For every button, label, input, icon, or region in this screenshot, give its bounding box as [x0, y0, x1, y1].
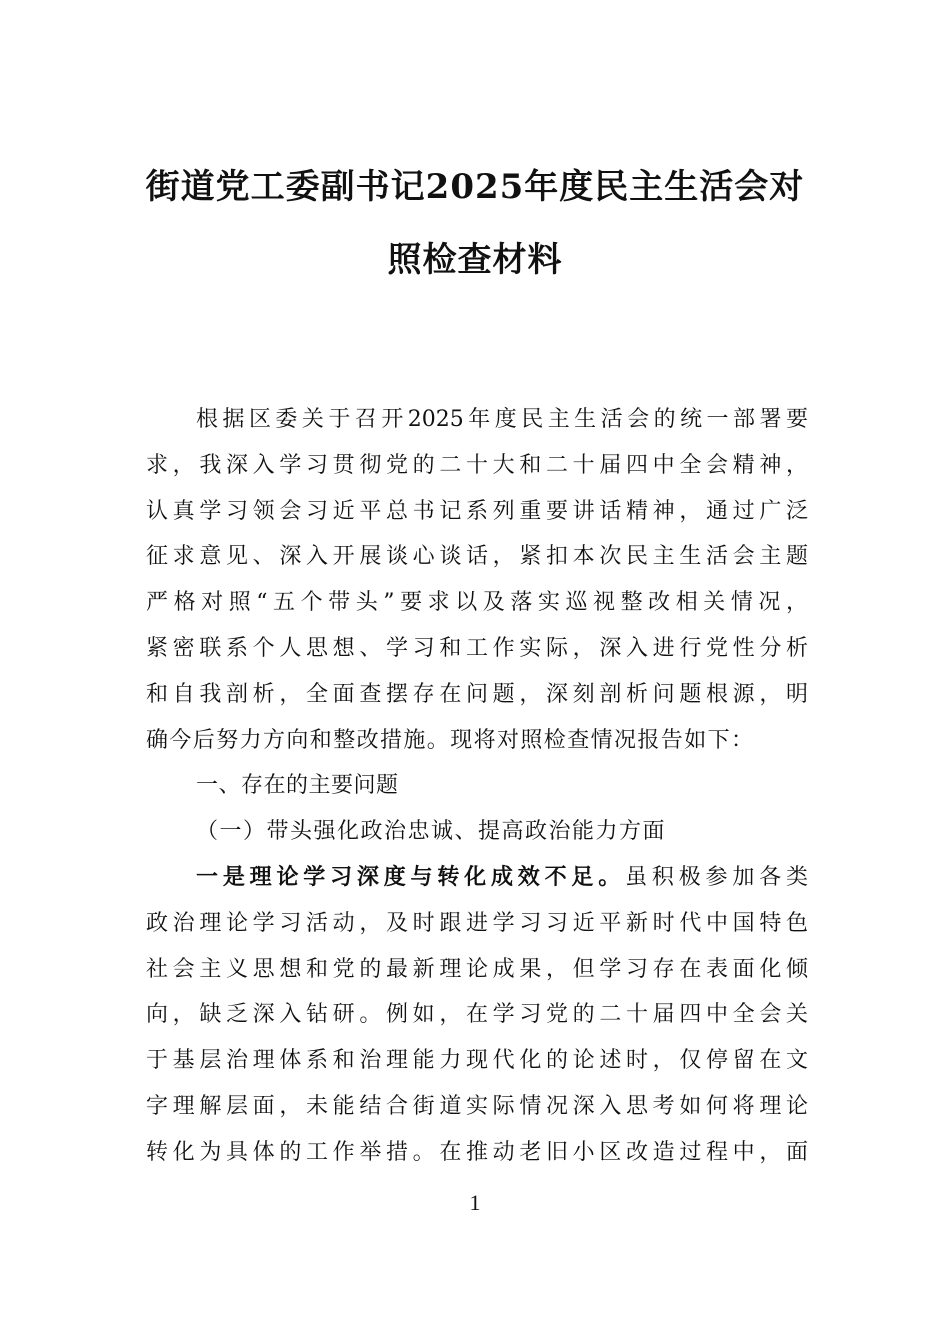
intro-line-8: 确今后努力方向和整改措施。现将对照检查情况报告如下：: [146, 727, 755, 753]
point-1-lead: 一是理论学习深度与转化成效不足。: [196, 863, 626, 890]
point-1-line-7: 转化为具体的工作举措。在推动老旧小区改造过程中，面: [146, 1139, 808, 1165]
intro-line-1: 根据区委关于召开2025年度民主生活会的统一部署要: [196, 407, 808, 432]
page-number: 1: [469, 1190, 481, 1215]
intro-line-2: 求，我深入学习贯彻党的二十大和二十届四中全会精神，: [146, 452, 808, 478]
document-body: [146, 397, 808, 1176]
document-title-line-1: 街道党工委副书记2025年度民主生活会对: [145, 167, 805, 207]
intro-line-7: 和自我剖析，全面查摆存在问题，深刻剖析问题根源，明: [146, 681, 808, 707]
point-1-first-line: [146, 855, 808, 901]
point-1-line-5: 于基层治理体系和治理能力现代化的论述时，仅停留在文: [146, 1048, 808, 1074]
section-heading-problems: 一、存在的主要问题: [196, 773, 399, 799]
intro-line-4: 征求意见、深入开展谈心谈话，紧扣本次民主生活会主题: [146, 544, 808, 570]
point-1-line-6: 字理解层面，未能结合街道实际情况深入思考如何将理论: [146, 1093, 808, 1119]
intro-line-6: 紧密联系个人思想、学习和工作实际，深入进行党性分析: [146, 635, 808, 661]
point-1-first-rest: 虽积极参加各类: [625, 864, 808, 890]
point-1-line-3: 社会主义思想和党的最新理论成果，但学习存在表面化倾: [146, 956, 808, 982]
intro-line-5: 严格对照“五个带头”要求以及落实巡视整改相关情况，: [146, 590, 808, 616]
intro-line-3: 认真学习领会习近平总书记系列重要讲话精神，通过广泛: [146, 498, 808, 524]
point-1-line-2: 政治理论学习活动，及时跟进学习习近平新时代中国特色: [146, 910, 808, 936]
document-title-line-2: 照检查材料: [387, 240, 563, 280]
point-1-line-4: 向，缺乏深入钻研。例如，在学习党的二十届四中全会关: [146, 1002, 808, 1028]
subsection-heading-political-loyalty: （一）带头强化政治忠诚、提高政治能力方面: [196, 819, 667, 845]
